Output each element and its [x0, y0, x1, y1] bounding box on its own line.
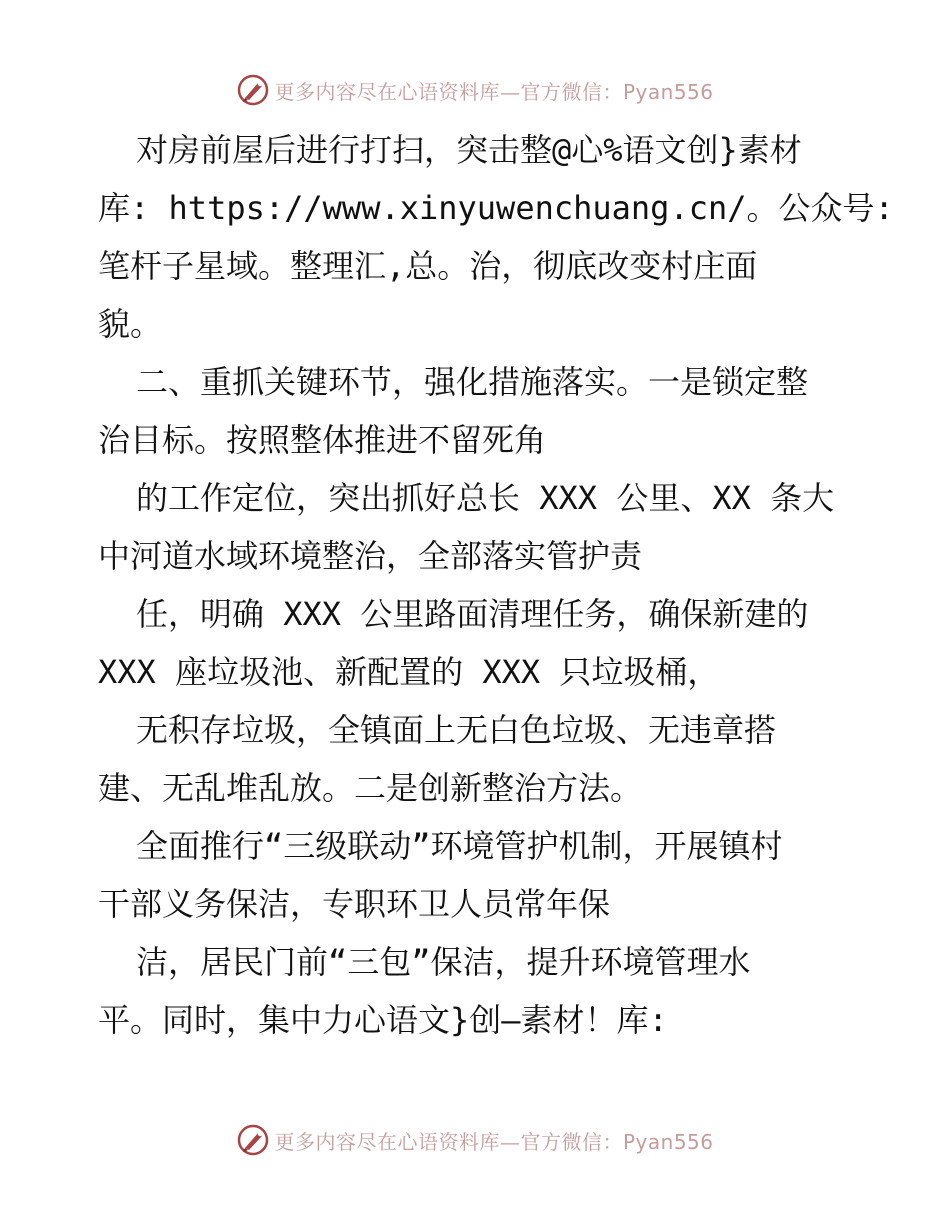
body-line: 貌。: [98, 305, 163, 343]
footer-watermark: [0, 1120, 950, 1160]
body-line: 的工作定位，突出抓好总长 XXX 公里、XX 条大: [136, 479, 835, 517]
body-line: 任，明确 XXX 公里路面清理任务，确保新建的: [136, 595, 809, 633]
watermark-text: [274, 76, 713, 105]
watermark-handle: Pyan556: [622, 1129, 714, 1154]
body-line: 建、无乱堆乱放。二是创新整治方法。: [98, 769, 643, 807]
body-line: 对房前屋后进行打扫，突击整@心%语文创}素材: [136, 131, 802, 169]
body-line: 二、重抓关键环节，强化措施落实。一是锁定整: [136, 363, 809, 401]
watermark-label: 更多内容尽在心语资料库—官方微信：: [274, 79, 623, 104]
document-body: [98, 121, 894, 1049]
body-line: 全面推行“三级联动”环境管护机制，开展镇村: [136, 827, 783, 865]
body-line: 库: https://www.xinyuwenchuang.cn/。公众号:: [98, 189, 894, 227]
watermark-text: [274, 1126, 713, 1155]
body-line: XXX 座垃圾池、新配置的 XXX 只垃圾桶，: [98, 653, 720, 691]
body-line: 平。同时，集中力心语文}创—素材！库:: [98, 1001, 668, 1039]
body-line: 无积存垃圾，全镇面上无白色垃圾、无违章搭: [136, 711, 777, 749]
body-line: 中河道水域环境整治，全部落实管护责: [98, 537, 643, 575]
body-line: 治目标。按照整体推进不留死角: [98, 421, 547, 459]
watermark-handle: Pyan556: [622, 79, 714, 104]
pen-logo-icon: [236, 73, 270, 107]
pen-logo-icon: [236, 1123, 270, 1157]
watermark-label: 更多内容尽在心语资料库—官方微信：: [274, 1129, 623, 1154]
body-line: 笔杆子星域。整理汇,总。治，彻底改变村庄面: [98, 247, 758, 285]
body-line: 洁，居民门前“三包”保洁，提升环境管理水: [136, 943, 751, 981]
body-line: 干部义务保洁，专职环卫人员常年保: [98, 885, 611, 923]
header-watermark: [0, 70, 950, 110]
